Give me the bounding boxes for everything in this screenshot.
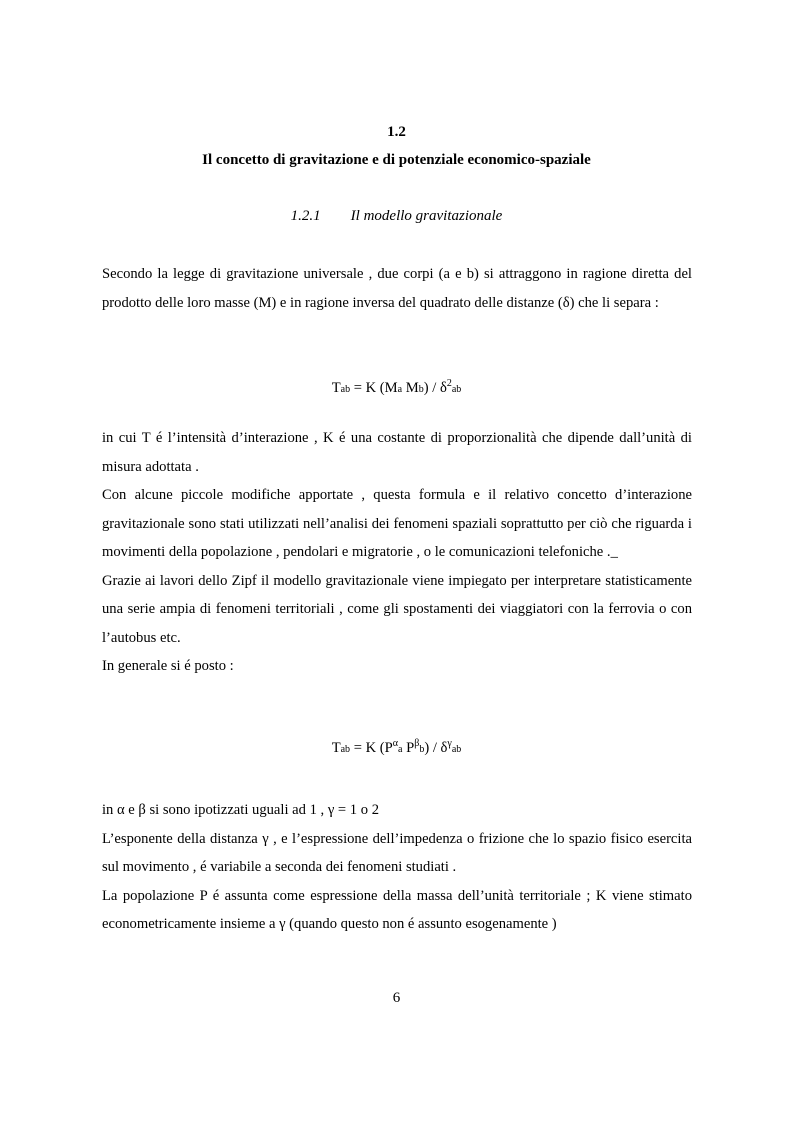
formula2-p2: P — [402, 740, 415, 756]
formula1-delta-sub: ab — [451, 384, 462, 395]
formula2-delta-sub: ab — [451, 744, 462, 755]
formula-generalized — [0, 738, 793, 757]
subsection-heading — [0, 208, 793, 225]
formula1-mb: M — [402, 380, 419, 396]
page-number: 6 — [392, 990, 401, 1006]
section-number: 1.2 — [387, 124, 406, 140]
formula1-eq: = K (M — [350, 380, 398, 396]
section-title: Il concetto di gravitazione e di potenziale economico-spaziale — [202, 152, 591, 168]
formula2-lhs: T — [331, 740, 341, 756]
formula-gravitation — [0, 378, 793, 397]
formula1-delta: ) / δ — [423, 380, 447, 396]
paragraph-7: L’esponente della distanza γ , e l’espressione dell’impedenza o frizione che lo spazio fisico esercita sul movimento , é variabile a seconda dei fenomeni studiati . — [102, 830, 692, 875]
formula2-delta: ) / δ — [424, 740, 448, 756]
paragraphs-middle — [102, 424, 692, 681]
paragraph-6: in α e β si sono ipotizzati uguali ad 1 , γ = 1 o 2 — [102, 802, 379, 818]
formula1-lhs-sub: ab — [340, 384, 351, 395]
formula2-alpha-sup: α — [392, 738, 399, 749]
paragraph-4: Grazie ai lavori dello Zipf il modello gravitazionale viene impiegato per interpretare statisticamente una serie ampia di fenomeni territoriali , come gli spostamenti dei viaggiatori con la ferrovia o con l’autobus etc. — [102, 572, 692, 646]
subsection-number: 1.2.1 — [290, 208, 321, 224]
paragraph-gravitation-law — [102, 260, 692, 317]
formula1-mb-sub: b — [418, 384, 424, 395]
formula1-delta-sup: 2 — [446, 378, 452, 389]
formula2-eq: = K (P — [350, 740, 393, 756]
formula2-lhs-sub: ab — [340, 744, 351, 755]
paragraph-5: In generale si é posto : — [102, 658, 234, 674]
paragraph-1: Secondo la legge di gravitazione universale , due corpi (a e b) si attraggono in ragione diretta del prodotto delle loro masse (M) e in ragione inversa del quadrato delle distanze (δ) che li separa : — [102, 266, 692, 311]
paragraph-3: Con alcune piccole modifiche apportate , questa formula e il relativo concetto d’interazione gravitazionale sono stati utilizzati nell’analisi dei fenomeni spaziali soprattutto per ciò che riguarda i movimenti della popolazione , pendolari e migratorie , o le comunicazioni telefoniche ._ — [102, 487, 692, 560]
formula2-a-sub: a — [398, 744, 403, 755]
formula2-gamma-sup: γ — [447, 738, 452, 749]
subsection-title: Il modello gravitazionale — [350, 208, 503, 224]
paragraph-2: in cui T é l’intensità d’interazione , K é una costante di proporzionalità che dipende dall’unità di misura adottata . — [102, 430, 692, 475]
formula1-ma-sub: a — [397, 384, 403, 395]
paragraph-8: La popolazione P é assunta come espressione della massa dell’unità territoriale ; K viene stimato econometricamente insieme a γ (quando questo non é assunto esogenamente ) — [102, 887, 692, 932]
formula2-b-sub: b — [419, 744, 425, 755]
formula2-beta-sup: β — [414, 738, 420, 749]
formula1-lhs: T — [331, 380, 341, 396]
paragraphs-bottom — [102, 796, 692, 939]
